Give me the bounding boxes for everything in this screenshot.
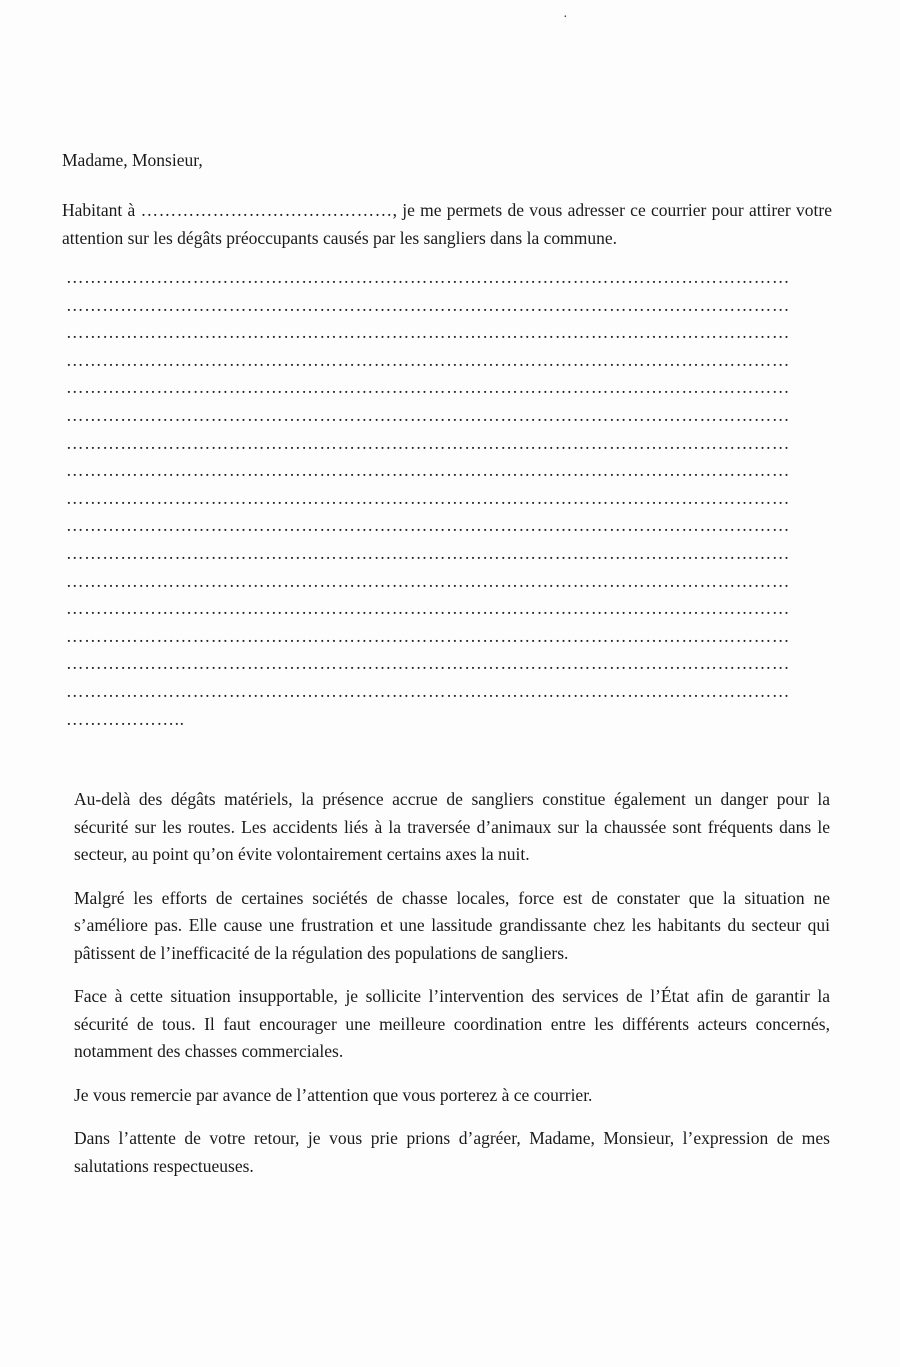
letter-header	[62, 146, 832, 733]
paragraph-closing: Dans l’attente de votre retour, je vous prie prions d’agréer, Madame, Monsieur, l’expression de mes salutations respectueuses.	[74, 1128, 830, 1176]
page-mark: ·	[563, 10, 568, 25]
dotted-line: …………………………………………………………………………………………………………	[66, 404, 790, 425]
dotted-line: …………………………………………………………………………………………………………	[66, 487, 790, 508]
dotted-line: …………………………………………………………………………………………………………	[66, 432, 790, 453]
dotted-line: …………………………………………………………………………………………………………	[66, 542, 790, 563]
paragraph-hunting-efforts: Malgré les efforts de certaines sociétés de chasse locales, force est de constater que la situation ne s’améliore pas. Elle cause une frustration et une lassitude grandissante chez les habitants du secteur qui pâtissent de l’inefficacité de la régulation des populations de sangliers.	[74, 887, 830, 963]
paragraph-thanks: Je vous remercie par avance de l’attention que vous porterez à ce courrier.	[74, 1084, 593, 1105]
dotted-line: …………………………………………………………………………………………………………	[66, 515, 790, 536]
dotted-line: …………………………………………………………………………………………………………	[66, 680, 790, 701]
town-placeholder: ……………………………………	[140, 200, 393, 220]
dotted-line: …………………………………………………………………………………………………………	[66, 598, 790, 619]
dotted-line: …………………………………………………………………………………………………………	[66, 625, 790, 646]
dotted-line: …………………………………………………………………………………………………………	[66, 267, 790, 287]
paragraph-road-safety: Au-delà des dégâts matériels, la présence accrue de sangliers constitue également un danger pour la sécurité sur les routes. Les accidents liés à la traversée d’animaux sur la chaussée sont fréquents dans le secteur, au point qu’on évite volontairement certains axes la nuit.	[74, 789, 830, 864]
dotted-line: …………………………………………………………………………………………………………	[66, 294, 790, 315]
dotted-line: …………………………………………………………………………………………………………	[66, 570, 790, 591]
salutation: Madame, Monsieur,	[62, 150, 203, 170]
letter-body	[74, 786, 830, 1196]
dotted-line: …………………………………………………………………………………………………………	[66, 377, 790, 398]
dotted-line: …………………………………………………………………………………………………………	[66, 349, 790, 370]
intro-start: Habitant à	[62, 200, 141, 220]
dotted-line: …………………………………………………………………………………………………………	[66, 460, 790, 481]
dotted-line-last: ………………..	[66, 708, 185, 729]
dotted-line: …………………………………………………………………………………………………………	[66, 322, 790, 343]
free-text-area	[66, 264, 816, 733]
intro-paragraph	[62, 196, 832, 252]
dotted-line: …………………………………………………………………………………………………………	[66, 653, 790, 674]
intro-end: , je me permets de vous adresser ce courrier pour attirer votre attention sur les dégâts préoccupants causés par les sangliers dans la commune.	[62, 200, 832, 248]
paragraph-state-request: Face à cette situation insupportable, je sollicite l’intervention des services de l’État afin de garantir la sécurité de tous. Il faut encourager une meilleure coordination entre les différents acteurs concernés, notamment des chasses commerciales.	[74, 986, 830, 1061]
